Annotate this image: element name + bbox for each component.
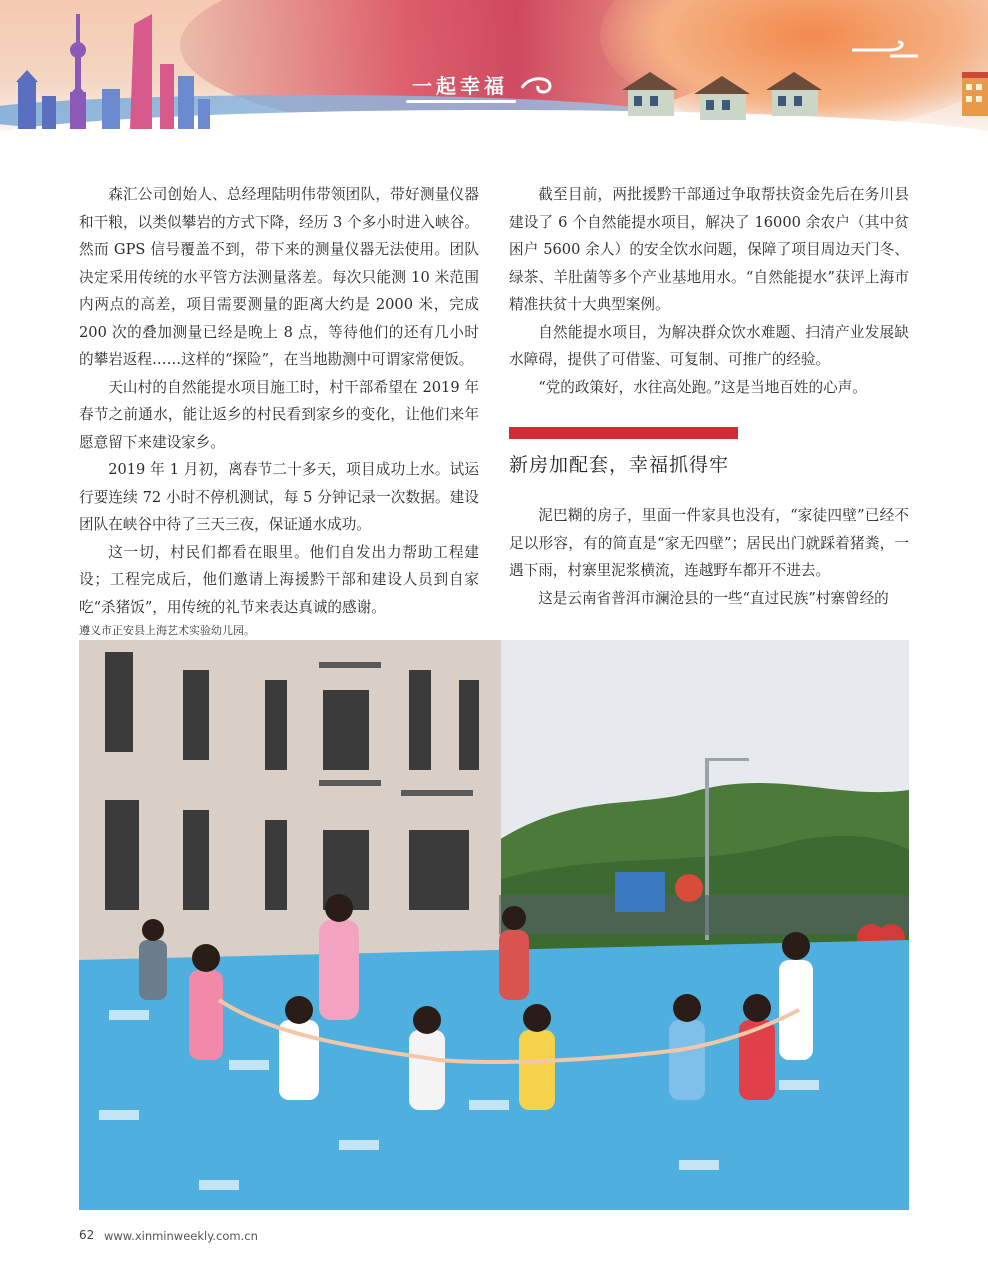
header-banner [0,0,988,150]
article-right-column [509,181,909,401]
paragraph: 自然能提水项目，为解决群众饮水难题、扫清产业发展缺水障碍，提供了可借鉴、可复制、可推广的经验。 [509,323,909,368]
photo-caption: 遵义市正安县上海艺术实验幼儿园。 [79,624,255,637]
paragraph: 这是云南省普洱市澜沧县的一些“直过民族”村寨曾经的 [538,589,889,607]
building-illustration [962,72,988,116]
houses-illustration [620,62,840,122]
kindergarten-photo [79,640,909,1210]
swirl-ornament-right [850,38,920,62]
paragraph: 森汇公司创始人、总经理陆明伟带领团队，带好测量仪器和干粮，以类似攀岩的方式下降，经历 3 个多小时进入峡谷。然而 GPS 信号覆盖不到，带下来的测量仪器无法使用。团队决定采用传统的水平管方法测量落差。每次只能测 10 米范围内两点的高差，项目需要测量的距离大约是 2000 米，完成 200 次的叠加测量已经是晚上 8 点，等待他们的还有几小时的攀岩返程……这样的“探险”，在当地勘测中可谓家常便饭。 [79,186,479,368]
section-title-underline [406,100,516,103]
city-skyline-illustration [12,4,212,129]
paragraph: 2019 年 1 月初，离春节二十多天，项目成功上水。试运行要连续 72 小时不停机测试，每 5 分钟记录一次数据。建设团队在峡谷中待了三天三夜，保证通水成功。 [79,461,479,533]
section-title: 一起幸福 [412,74,508,98]
paragraph: 泥巴糊的房子，里面一件家具也没有，“家徒四壁”已经不足以形容，有的简直是“家无四壁”；居民出门就踩着猪粪，一遇下雨，村寨里泥浆横流，连越野车都开不进去。 [509,507,909,579]
article-right-column-continued [509,502,909,612]
subheading-accent-bar [509,427,738,439]
paragraph: 截至目前，两批援黔干部通过争取帮扶资金先后在务川县建设了 6 个自然能提水项目，解决了 16000 余农户（其中贫困户 5600 余人）的安全饮水问题，保障了项目周边天门冬、绿茶、羊肚菌等多个产业基地用水。“自然能提水”获评上海市精准扶贫十大典型案例。 [509,186,909,313]
paragraph: “党的政策好，水往高处跑。”这是当地百姓的心声。 [538,378,867,396]
paragraph: 这一切，村民们都看在眼里。他们自发出力帮助工程建设；工程完成后，他们邀请上海援黔干部和建设人员到自家吃“杀猪饭”，用传统的礼节来表达真诚的感谢。 [79,543,479,616]
page-number: 62 [79,1228,95,1242]
paragraph: 天山村的自然能提水项目施工时，村干部希望在 2019 年春节之前通水，能让返乡的村民看到家乡的变化，让他们来年愿意留下来建设家乡。 [79,378,479,451]
website-url: www.xinminweekly.com.cn [104,1229,258,1243]
article-left-column [79,181,479,621]
swirl-ornament [520,74,560,98]
subheading: 新房加配套，幸福抓得牢 [509,454,730,476]
